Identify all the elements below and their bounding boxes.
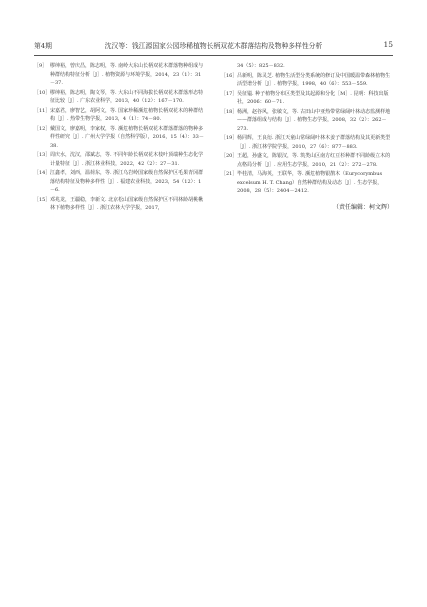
reference-number: ［11］ xyxy=(34,107,51,114)
reference-item xyxy=(34,89,206,106)
reference-text: 宋嘉君，廖智艺，胡阿文，等. 国家珍稀濒危植物长柄双花木的种群结构［J］. 热带生物学报，2013，4（1）：74－80. xyxy=(50,107,204,122)
editor-note: （责任编辑：柯文辉） xyxy=(332,203,393,211)
header-rule xyxy=(34,55,393,56)
reference-item xyxy=(221,108,393,134)
page-header xyxy=(34,40,393,52)
reference-continuation: 34（5）：825－832. xyxy=(237,63,285,69)
reference-item xyxy=(34,151,206,168)
reference-item xyxy=(221,90,393,107)
issue-label: 第4期 xyxy=(34,42,52,50)
reference-number: ［15］ xyxy=(34,196,51,203)
reference-number: ［14］ xyxy=(34,170,51,176)
reference-text: 杨洲，赵谷风，张敏文，等. 古田山中亚热带常绿阔叶林动态监测样地——群落组成与结构［J］. 植物生态学报，2008，32（2）：262－273. xyxy=(237,108,391,132)
reference-text: 戴国文，廖嘉明，李家权，等. 濒危植物长柄双花木群落群落的物种多样性研究［J］. 广州大学学报（自然科学版），2016，15（4）：33－38. xyxy=(50,125,204,149)
reference-item xyxy=(34,62,206,88)
reference-text: 缪绅裕，曾庆昌，陈志明，等. 南岭大东山长柄双花木群落物种组成与种群结构特征分析［J］. 植物资源与环境学报，2014，23（1）：31－37. xyxy=(50,63,204,86)
reference-text: 江鑫孝，刘西，温荷东，等. 浙江乌岩岭国家级自然保护区毛果青冈群落结构特征及物种多样性［J］. 福建农业科技，2023，54（12）：1－6. xyxy=(50,170,204,193)
references-left-column xyxy=(34,62,206,214)
reference-text: 吕新明，陈灵芝. 植物生活型分类系统的修订及中国暖温带森林植物生活型谱分析［J］. 植物学报，1998，40（6）：553－559. xyxy=(237,72,391,87)
reference-text: 周庆水，沈汉，邵斌志，等. 不同年龄长柄双花木枝叶顶端种生态化学计量特征［J］. 浙江林业科技，2022，42（2）：27－31. xyxy=(50,152,204,167)
reference-item xyxy=(221,152,393,169)
references-right-column xyxy=(221,62,393,211)
reference-number: ［13］ xyxy=(34,152,51,158)
reference-text: 邓兆龙，王疆稳，李新文. 北京松山国家级自然保护区不同林龄胡桃楸林下植物多样性［J］. 浙江农林大学学报，2017， xyxy=(50,196,204,211)
reference-number: ［10］ xyxy=(34,89,51,96)
reference-text: 毕桂清，马海英，王联华，等. 濒危植物银鹊木（Eurycorymbus excelsum H. T. Chang）自然种群结构及动态［J］. 生态学报，2008，28（5）：2404－2412. xyxy=(237,171,383,194)
reference-number: ［19］ xyxy=(221,135,238,141)
reference-number: ［9］ xyxy=(34,63,48,69)
running-title: 沈汉等：钱江源国家公园珍稀植物长柄双花木群落结构及物种多样性分析 xyxy=(104,42,323,50)
reference-text: 王超，孙盛文，陈银汉，等. 筑类山区南方红豆杉种群不同龄级立木的点格局分析［J］. 应用生态学报，2010，21（2）：272－278. xyxy=(237,153,391,168)
page-number: 15 xyxy=(383,40,393,49)
reference-number: ［16］ xyxy=(221,72,238,79)
reference-text: 缪绅裕，陈志明，陶文琴，等. 大东山不同海拔长柄双花木群落形态特征比较［J］. 广东农业科学，2013，40（12）：167－170. xyxy=(50,89,204,104)
reference-number: ［20］ xyxy=(221,153,238,159)
reference-text: 杨同辉，王良衍. 浙江天童山常绿阔叶林木姜子群落结构及其更新类型［J］. 浙江林学院学报，2010，27（6）：877－883. xyxy=(237,135,391,150)
reference-number: ［12］ xyxy=(34,125,51,132)
reference-item xyxy=(221,134,393,151)
reference-number: ［18］ xyxy=(221,108,238,115)
reference-text: 吴征镒. 种子植物分布区类型及其起源和分化［M］. 昆明：科技出版社，2006：60－71. xyxy=(237,90,389,105)
reference-number: ［17］ xyxy=(221,90,238,97)
reference-item xyxy=(34,169,206,195)
reference-item xyxy=(221,170,393,196)
reference-number: ［21］ xyxy=(221,171,238,177)
reference-item xyxy=(34,107,206,124)
reference-item xyxy=(34,196,206,213)
reference-item xyxy=(34,125,206,151)
reference-item xyxy=(221,72,393,89)
